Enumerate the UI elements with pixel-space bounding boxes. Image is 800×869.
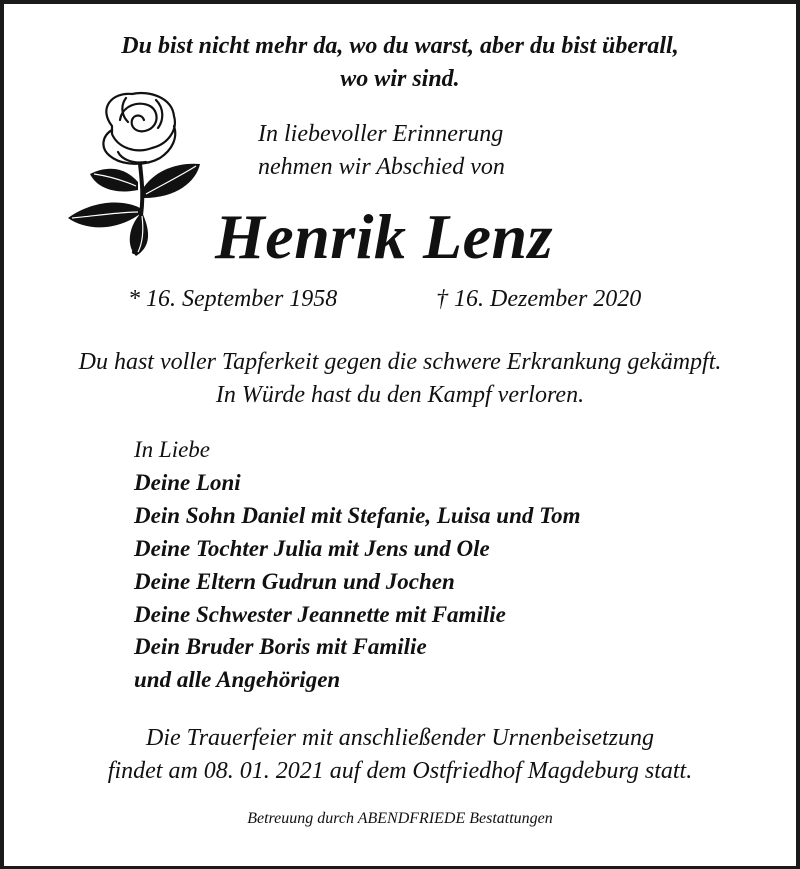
birth-date: * 16. September 1958: [128, 286, 338, 312]
signoff: [134, 434, 580, 697]
ceremony-info: [0, 722, 800, 788]
death-date: † 16. Dezember 2020: [436, 286, 642, 312]
tribute-line-2: In Würde hast du den Kampf verloren.: [215, 382, 585, 408]
mourner-line: Dein Sohn Daniel mit Stefanie, Luisa und Tom: [134, 502, 581, 528]
mourner-line: Dein Bruder Boris mit Familie: [134, 634, 427, 660]
motto-line-1: Du bist nicht mehr da, wo du warst, aber du bist überall,: [121, 33, 679, 59]
mourner-line: und alle Angehörigen: [134, 667, 341, 693]
mourner-line: Deine Tochter Julia mit Jens und Ole: [134, 535, 490, 561]
ceremony-line-1: Die Trauerfeier mit anschließender Urnenbeisetzung: [146, 725, 654, 751]
intro-line-2: nehmen wir Abschied von: [258, 154, 505, 180]
ceremony-line-2: findet am 08. 01. 2021 auf dem Ostfriedhof Magdeburg statt.: [107, 758, 693, 784]
rose-icon: [60, 86, 210, 256]
mourner-line: Deine Loni: [134, 469, 241, 495]
undertaker-note: Betreuung durch ABENDFRIEDE Bestattungen: [247, 810, 553, 827]
mourner-line: Deine Eltern Gudrun und Jochen: [134, 568, 455, 594]
intro-line-1: In liebevoller Erinnerung: [258, 121, 504, 147]
deceased-name: Henrik Lenz: [215, 201, 553, 272]
motto-line-2: wo wir sind.: [340, 66, 460, 92]
tribute-text: [0, 346, 800, 412]
signoff-intro: In Liebe: [134, 437, 211, 462]
mourner-line: Deine Schwester Jeannette mit Familie: [134, 601, 506, 627]
tribute-line-1: Du hast voller Tapferkeit gegen die schwere Erkrankung gekämpft.: [78, 349, 722, 375]
intro: [258, 118, 505, 184]
